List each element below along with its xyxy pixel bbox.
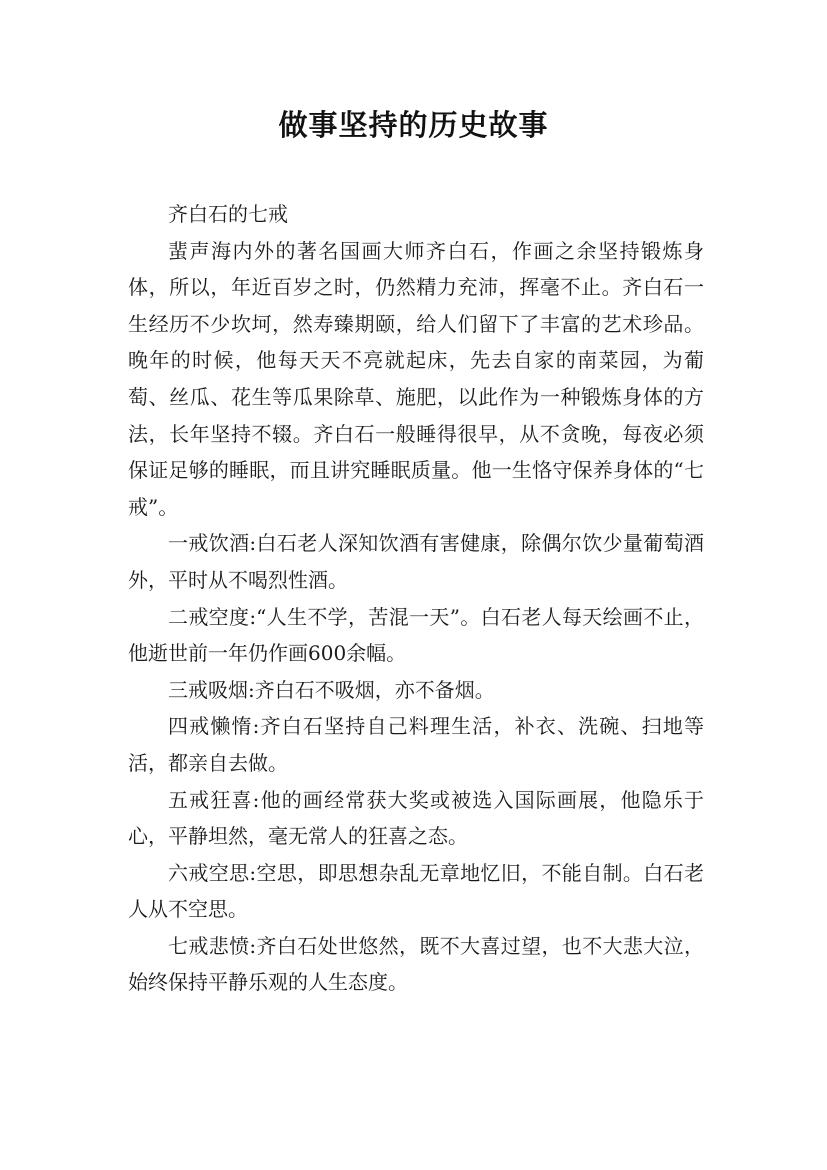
paragraph-rule-3: 三戒吸烟:齐白石不吸烟，亦不备烟。 [168,677,495,702]
paragraph-rule-5: 五戒狂喜:他的画经常获大奖或被选入国际画展，他隐乐于心，平静坦然，毫无常人的狂喜之态。 [128,787,704,849]
page-title: 做事坚持的历史故事 [278,108,549,142]
paragraph-rule-1: 一戒饮酒:白石老人深知饮酒有害健康，除偶尔饮少量葡萄酒外，平时从不喝烈性酒。 [128,531,704,592]
paragraph-rule-7: 七戒悲愤:齐白石处世悠然，既不大喜过望，也不大悲大泣，始终保持平静乐观的人生态度。 [128,933,704,995]
paragraph-rule-4: 四戒懒惰:齐白石坚持自己料理生活，补衣、洗碗、扫地等活，都亲自去做。 [128,714,704,775]
paragraph-rule-6: 六戒空思:空思，即思想杂乱无章地忆旧，不能自制。白石老人从不空思。 [128,860,704,922]
paragraph-rule-2: 二戒空度:“人生不学，苦混一天”。白石老人每天绘画不止，他逝世前一年仍作画600余幅。 [128,604,704,666]
section-heading: 齐白石的七戒 [168,202,288,226]
paragraph-intro: 蜚声海内外的著名国画大师齐白石，作画之余坚持锻炼身体，所以，年近百岁之时，仍然精力充沛，挥毫不止。齐白石一生经历不少坎坷，然寿臻期颐，给人们留下了丰富的艺术珍品。晚年的时候，他每天天不亮就起床，先去自家的南菜园，为葡萄、丝瓜、花生等瓜果除草、施肥，以此作为一种锻炼身体的方法，长年坚持不辍。齐白石一般睡得很早，从不贪晚，每夜必须保证足够的睡眠，而且讲究睡眠质量。他一生恪守保养身体的“七戒”。 [128,238,704,519]
document-body [128,196,704,1001]
